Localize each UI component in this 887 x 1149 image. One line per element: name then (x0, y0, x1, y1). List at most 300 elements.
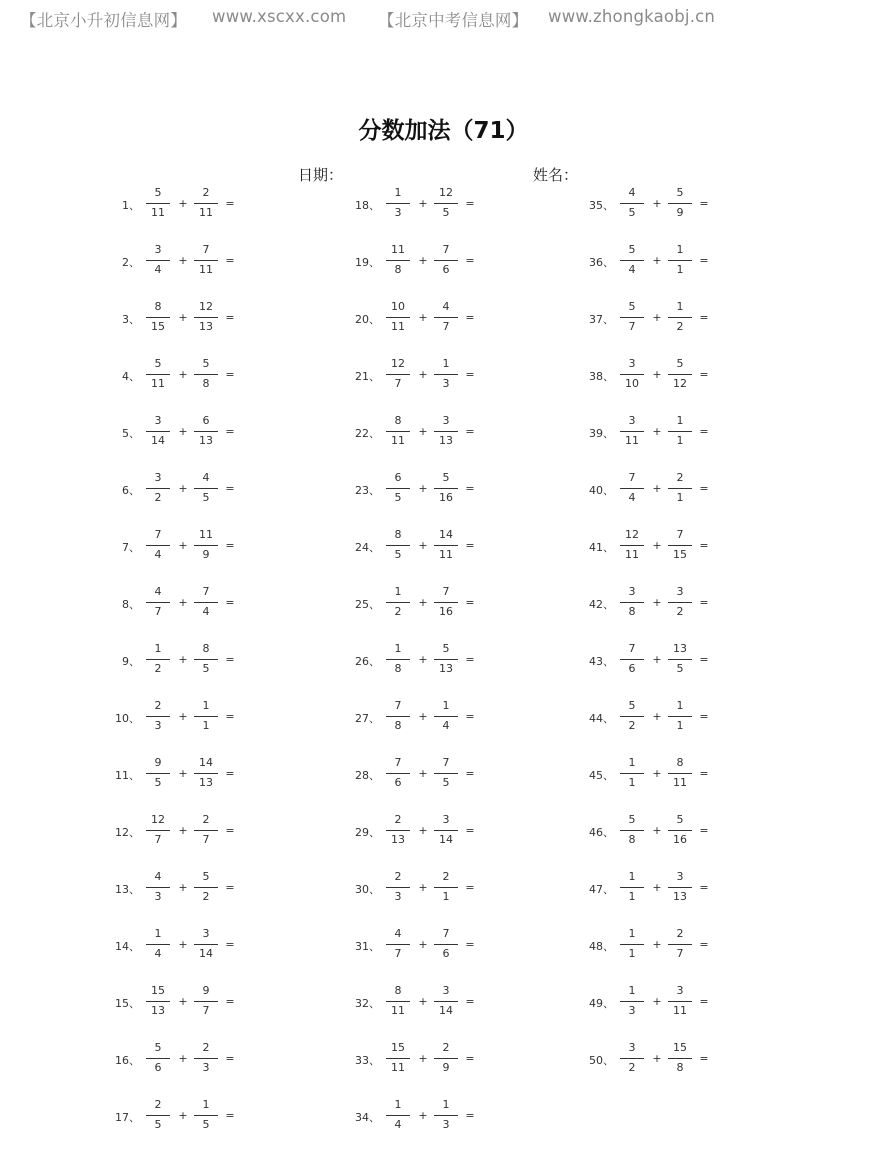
denominator: 1 (628, 947, 636, 960)
equals-sign: = (699, 653, 709, 666)
fraction-bar (620, 716, 644, 717)
numerator: 1 (202, 699, 210, 712)
fraction-bar (194, 317, 218, 318)
fraction-b (666, 925, 694, 965)
fraction-a (384, 526, 412, 566)
problem-number: 35、 (589, 199, 614, 212)
fraction-bar (194, 260, 218, 261)
fraction-a (384, 697, 412, 737)
denominator: 16 (439, 605, 453, 618)
numerator: 5 (154, 186, 162, 199)
denominator: 1 (676, 491, 684, 504)
fraction-a (618, 754, 646, 794)
plus-sign: + (652, 368, 662, 381)
numerator: 1 (394, 585, 402, 598)
plus-sign: + (178, 938, 188, 951)
denominator: 6 (442, 947, 450, 960)
fraction-a (618, 184, 646, 224)
problem-number: 15、 (115, 997, 140, 1010)
fraction-bar (386, 317, 410, 318)
problem-number: 10、 (115, 712, 140, 725)
equals-sign: = (225, 653, 235, 666)
fraction-b (192, 583, 220, 623)
denominator: 4 (154, 548, 162, 561)
numerator: 14 (199, 756, 213, 769)
plus-sign: + (178, 539, 188, 552)
numerator: 5 (154, 1041, 162, 1054)
plus-sign: + (652, 995, 662, 1008)
denominator: 2 (628, 719, 636, 732)
problem-item (346, 469, 506, 509)
plus-sign: + (178, 710, 188, 723)
plus-sign: + (178, 995, 188, 1008)
fraction-a (144, 298, 172, 338)
header-site2-url: www.zhongkaobj.cn (548, 7, 716, 26)
denominator: 6 (394, 776, 402, 789)
problem-item (346, 1039, 506, 1079)
fraction-bar (194, 716, 218, 717)
fraction-b (192, 412, 220, 452)
numerator: 5 (628, 699, 636, 712)
numerator: 1 (628, 870, 636, 883)
fraction-a (144, 526, 172, 566)
problem-number: 6、 (122, 484, 140, 497)
equals-sign: = (225, 482, 235, 495)
denominator: 11 (151, 377, 165, 390)
problem-number: 29、 (355, 826, 380, 839)
fraction-b (666, 355, 694, 395)
fraction-bar (146, 488, 170, 489)
fraction-a (618, 241, 646, 281)
denominator: 10 (625, 377, 639, 390)
numerator: 5 (154, 357, 162, 370)
fraction-bar (146, 317, 170, 318)
plus-sign: + (178, 824, 188, 837)
fraction-b (192, 1096, 220, 1136)
numerator: 1 (394, 186, 402, 199)
plus-sign: + (178, 653, 188, 666)
denominator: 4 (628, 491, 636, 504)
fraction-bar (620, 659, 644, 660)
equals-sign: = (699, 596, 709, 609)
denominator: 9 (202, 548, 210, 561)
problem-number: 24、 (355, 541, 380, 554)
fraction-b (432, 355, 460, 395)
denominator: 2 (154, 662, 162, 675)
denominator: 3 (394, 206, 402, 219)
equals-sign: = (699, 767, 709, 780)
fraction-bar (434, 887, 458, 888)
fraction-b (192, 925, 220, 965)
fraction-bar (194, 1058, 218, 1059)
numerator: 1 (442, 1098, 450, 1111)
problem-number: 49、 (589, 997, 614, 1010)
fraction-bar (146, 545, 170, 546)
problem-number: 19、 (355, 256, 380, 269)
problem-item (346, 583, 506, 623)
fraction-b (666, 1039, 694, 1079)
problem-number: 12、 (115, 826, 140, 839)
fraction-a (144, 469, 172, 509)
numerator: 12 (391, 357, 405, 370)
fraction-bar (668, 374, 692, 375)
numerator: 5 (676, 813, 684, 826)
fraction-a (144, 982, 172, 1022)
fraction-bar (620, 203, 644, 204)
plus-sign: + (178, 482, 188, 495)
problem-number: 40、 (589, 484, 614, 497)
numerator: 14 (439, 528, 453, 541)
numerator: 3 (442, 813, 450, 826)
plus-sign: + (178, 767, 188, 780)
numerator: 3 (628, 1041, 636, 1054)
fraction-bar (668, 1001, 692, 1002)
fraction-bar (146, 431, 170, 432)
fraction-bar (434, 1058, 458, 1059)
denominator: 8 (628, 833, 636, 846)
problem-item (580, 469, 740, 509)
denominator: 8 (628, 605, 636, 618)
problem-item (106, 1096, 266, 1136)
problem-number: 16、 (115, 1054, 140, 1067)
fraction-b (432, 925, 460, 965)
problem-number: 21、 (355, 370, 380, 383)
fraction-bar (434, 317, 458, 318)
numerator: 1 (154, 927, 162, 940)
equals-sign: = (465, 1109, 475, 1122)
plus-sign: + (178, 197, 188, 210)
denominator: 8 (202, 377, 210, 390)
equals-sign: = (465, 767, 475, 780)
equals-sign: = (225, 710, 235, 723)
numerator: 12 (439, 186, 453, 199)
plus-sign: + (178, 596, 188, 609)
problem-number: 30、 (355, 883, 380, 896)
denominator: 11 (391, 1061, 405, 1074)
problem-item (346, 697, 506, 737)
fraction-a (384, 811, 412, 851)
numerator: 1 (628, 927, 636, 940)
fraction-bar (386, 1058, 410, 1059)
denominator: 13 (391, 833, 405, 846)
numerator: 1 (628, 984, 636, 997)
fraction-b (666, 583, 694, 623)
problem-item (106, 1039, 266, 1079)
equals-sign: = (465, 539, 475, 552)
plus-sign: + (418, 653, 428, 666)
numerator: 1 (154, 642, 162, 655)
fraction-b (192, 469, 220, 509)
problem-number: 33、 (355, 1054, 380, 1067)
problem-item (346, 925, 506, 965)
fraction-a (384, 1096, 412, 1136)
fraction-bar (194, 374, 218, 375)
fraction-b (432, 412, 460, 452)
fraction-bar (620, 374, 644, 375)
fraction-bar (434, 659, 458, 660)
problem-number: 45、 (589, 769, 614, 782)
denominator: 11 (673, 1004, 687, 1017)
fraction-bar (386, 716, 410, 717)
fraction-bar (434, 431, 458, 432)
header-site1-url: www.xscxx.com (212, 7, 347, 26)
fraction-bar (668, 317, 692, 318)
fraction-bar (434, 488, 458, 489)
numerator: 5 (628, 243, 636, 256)
fraction-b (666, 811, 694, 851)
fraction-a (384, 184, 412, 224)
fraction-bar (668, 887, 692, 888)
fraction-bar (668, 659, 692, 660)
problem-item (106, 811, 266, 851)
equals-sign: = (699, 824, 709, 837)
fraction-b (666, 982, 694, 1022)
fraction-bar (434, 944, 458, 945)
problem-item (346, 526, 506, 566)
problem-item (106, 754, 266, 794)
fraction-bar (386, 545, 410, 546)
fraction-bar (386, 431, 410, 432)
numerator: 3 (154, 243, 162, 256)
fraction-a (144, 868, 172, 908)
numerator: 8 (394, 414, 402, 427)
equals-sign: = (465, 197, 475, 210)
fraction-bar (668, 944, 692, 945)
numerator: 7 (676, 528, 684, 541)
page-title: 分数加法（71） (358, 118, 529, 144)
fraction-b (432, 697, 460, 737)
denominator: 1 (442, 890, 450, 903)
numerator: 3 (676, 984, 684, 997)
numerator: 5 (202, 870, 210, 883)
problem-item (346, 754, 506, 794)
fraction-a (384, 982, 412, 1022)
denominator: 13 (199, 776, 213, 789)
fraction-a (144, 925, 172, 965)
problem-number: 28、 (355, 769, 380, 782)
plus-sign: + (652, 311, 662, 324)
numerator: 1 (676, 699, 684, 712)
denominator: 5 (202, 662, 210, 675)
plus-sign: + (418, 1109, 428, 1122)
denominator: 7 (394, 377, 402, 390)
problem-item (346, 640, 506, 680)
plus-sign: + (652, 767, 662, 780)
problem-number: 38、 (589, 370, 614, 383)
numerator: 12 (625, 528, 639, 541)
plus-sign: + (418, 368, 428, 381)
denominator: 2 (202, 890, 210, 903)
plus-sign: + (652, 197, 662, 210)
numerator: 5 (628, 813, 636, 826)
fraction-bar (386, 260, 410, 261)
denominator: 11 (391, 1004, 405, 1017)
numerator: 4 (442, 300, 450, 313)
numerator: 15 (391, 1041, 405, 1054)
problem-number: 7、 (122, 541, 140, 554)
denominator: 1 (676, 263, 684, 276)
equals-sign: = (699, 425, 709, 438)
fraction-b (432, 811, 460, 851)
problem-item (106, 526, 266, 566)
fraction-b (666, 241, 694, 281)
denominator: 9 (442, 1061, 450, 1074)
fraction-a (384, 925, 412, 965)
problem-number: 2、 (122, 256, 140, 269)
problem-number: 25、 (355, 598, 380, 611)
fraction-a (618, 811, 646, 851)
denominator: 3 (628, 1004, 636, 1017)
fraction-b (666, 298, 694, 338)
fraction-bar (434, 773, 458, 774)
problem-number: 23、 (355, 484, 380, 497)
fraction-b (432, 982, 460, 1022)
fraction-b (666, 184, 694, 224)
fraction-bar (620, 488, 644, 489)
numerator: 7 (442, 243, 450, 256)
problem-number: 50、 (589, 1054, 614, 1067)
fraction-b (666, 412, 694, 452)
problem-number: 11、 (115, 769, 140, 782)
problem-item (346, 241, 506, 281)
problem-number: 34、 (355, 1111, 380, 1124)
equals-sign: = (465, 368, 475, 381)
date-label: 日期： (298, 166, 344, 184)
problem-item (346, 412, 506, 452)
fraction-bar (668, 830, 692, 831)
numerator: 2 (202, 813, 210, 826)
equals-sign: = (225, 995, 235, 1008)
fraction-bar (620, 1001, 644, 1002)
denominator: 11 (391, 434, 405, 447)
problem-number: 17、 (115, 1111, 140, 1124)
fraction-bar (194, 431, 218, 432)
plus-sign: + (418, 482, 428, 495)
plus-sign: + (418, 824, 428, 837)
numerator: 5 (676, 357, 684, 370)
fraction-b (432, 1096, 460, 1136)
equals-sign: = (699, 254, 709, 267)
fraction-bar (620, 773, 644, 774)
fraction-a (144, 355, 172, 395)
numerator: 13 (673, 642, 687, 655)
fraction-a (144, 697, 172, 737)
numerator: 7 (202, 243, 210, 256)
fraction-bar (146, 203, 170, 204)
equals-sign: = (225, 767, 235, 780)
denominator: 5 (202, 491, 210, 504)
fraction-bar (146, 944, 170, 945)
denominator: 3 (394, 890, 402, 903)
fraction-b (192, 754, 220, 794)
fraction-bar (194, 1115, 218, 1116)
problem-number: 47、 (589, 883, 614, 896)
fraction-b (192, 1039, 220, 1079)
numerator: 2 (202, 186, 210, 199)
plus-sign: + (652, 482, 662, 495)
plus-sign: + (652, 596, 662, 609)
numerator: 3 (202, 927, 210, 940)
numerator: 1 (442, 699, 450, 712)
denominator: 8 (394, 719, 402, 732)
plus-sign: + (652, 824, 662, 837)
problem-item (580, 298, 740, 338)
problem-number: 41、 (589, 541, 614, 554)
denominator: 11 (625, 434, 639, 447)
equals-sign: = (699, 938, 709, 951)
fraction-bar (434, 1115, 458, 1116)
equals-sign: = (465, 254, 475, 267)
fraction-bar (386, 602, 410, 603)
denominator: 11 (625, 548, 639, 561)
fraction-b (432, 241, 460, 281)
plus-sign: + (418, 767, 428, 780)
problem-item (580, 811, 740, 851)
problem-number: 31、 (355, 940, 380, 953)
fraction-bar (668, 716, 692, 717)
plus-sign: + (418, 539, 428, 552)
problem-item (580, 754, 740, 794)
denominator: 2 (676, 320, 684, 333)
fraction-a (618, 412, 646, 452)
fraction-bar (668, 203, 692, 204)
plus-sign: + (652, 881, 662, 894)
denominator: 5 (676, 662, 684, 675)
denominator: 4 (628, 263, 636, 276)
numerator: 12 (199, 300, 213, 313)
plus-sign: + (178, 425, 188, 438)
denominator: 3 (442, 377, 450, 390)
denominator: 1 (676, 434, 684, 447)
problem-item (580, 1039, 740, 1079)
numerator: 3 (442, 414, 450, 427)
fraction-bar (386, 944, 410, 945)
fraction-bar (386, 488, 410, 489)
denominator: 9 (676, 206, 684, 219)
fraction-bar (434, 716, 458, 717)
fraction-bar (668, 773, 692, 774)
fraction-b (666, 868, 694, 908)
denominator: 13 (439, 434, 453, 447)
problem-number: 26、 (355, 655, 380, 668)
problem-item (346, 298, 506, 338)
numerator: 2 (442, 870, 450, 883)
denominator: 1 (628, 776, 636, 789)
fraction-bar (620, 1058, 644, 1059)
plus-sign: + (652, 425, 662, 438)
plus-sign: + (652, 539, 662, 552)
fraction-bar (194, 1001, 218, 1002)
plus-sign: + (418, 311, 428, 324)
denominator: 8 (676, 1061, 684, 1074)
numerator: 3 (628, 357, 636, 370)
problem-number: 22、 (355, 427, 380, 440)
fraction-bar (146, 773, 170, 774)
numerator: 8 (394, 528, 402, 541)
fraction-a (618, 583, 646, 623)
numerator: 6 (202, 414, 210, 427)
fraction-bar (386, 374, 410, 375)
numerator: 4 (202, 471, 210, 484)
fraction-bar (668, 602, 692, 603)
fraction-bar (668, 260, 692, 261)
denominator: 3 (154, 890, 162, 903)
plus-sign: + (418, 197, 428, 210)
numerator: 8 (202, 642, 210, 655)
denominator: 13 (673, 890, 687, 903)
problem-item (580, 640, 740, 680)
numerator: 2 (154, 699, 162, 712)
